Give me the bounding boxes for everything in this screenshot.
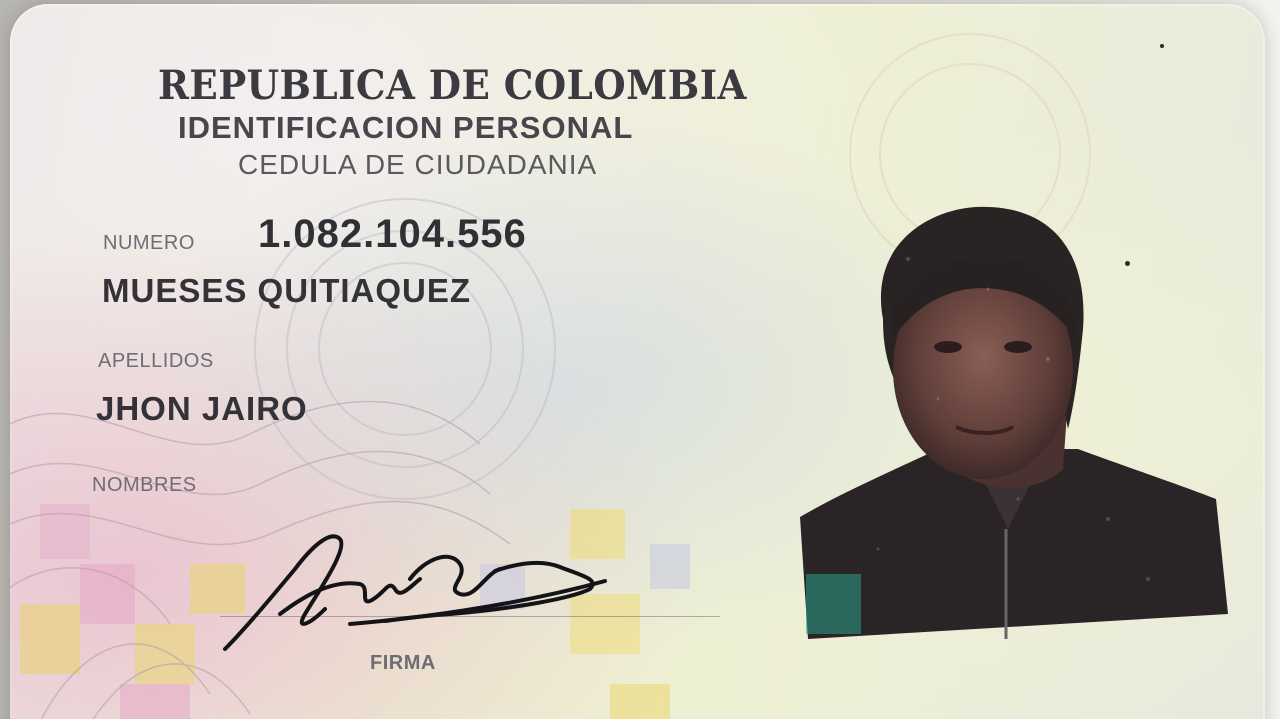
- given-names-label: NOMBRES: [92, 474, 197, 496]
- surnames-label: APELLIDOS: [98, 350, 214, 372]
- portrait-photo: [788, 199, 1228, 644]
- number-label: NUMERO: [103, 232, 195, 254]
- signature-drawing: [210, 519, 630, 669]
- dust-speck: [1160, 44, 1164, 48]
- country-title: REPUBLICA DE COLOMBIA: [158, 62, 747, 109]
- given-names-value: JHON JAIRO: [96, 390, 308, 427]
- id-card: [10, 4, 1265, 719]
- id-number: 1.082.104.556: [258, 212, 527, 256]
- document-subtype-heading: CEDULA DE CIUDADANIA: [238, 149, 598, 180]
- surnames-value: MUESES QUITIAQUEZ: [102, 272, 472, 309]
- document-type-heading: IDENTIFICACION PERSONAL: [178, 110, 634, 145]
- signature-label: FIRMA: [370, 652, 436, 674]
- dust-speck: [1125, 261, 1130, 266]
